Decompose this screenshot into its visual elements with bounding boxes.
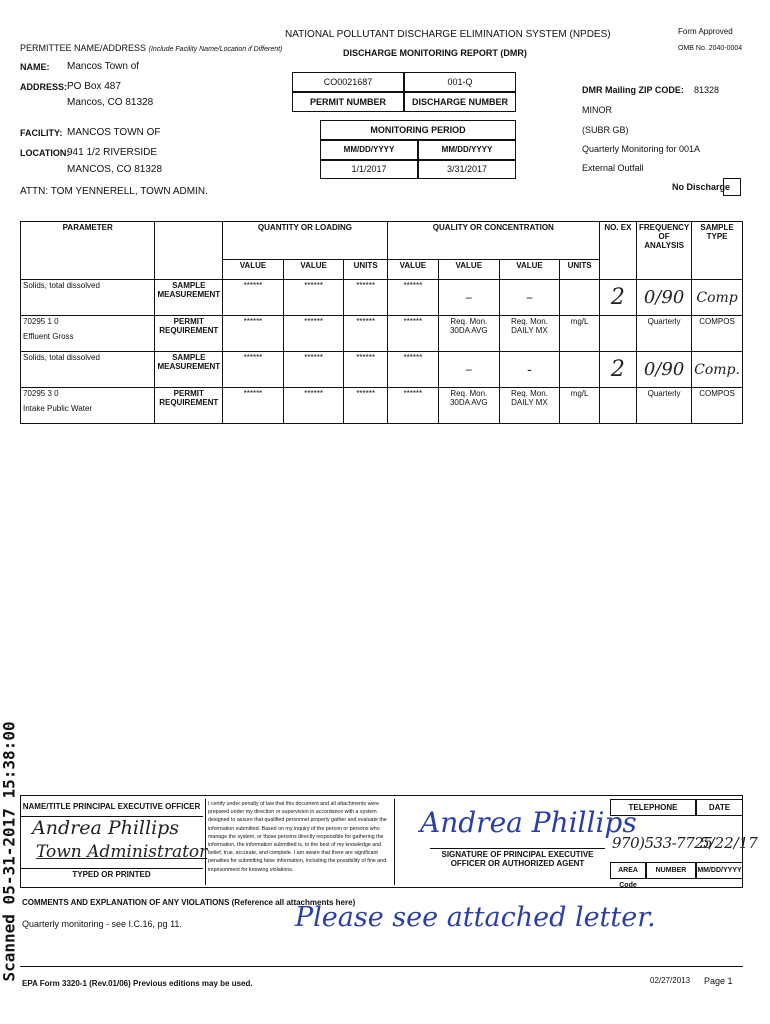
parameter-cell: 70295 3 0 Intake Public Water [21,388,155,424]
officer-signature: Andrea Phillips [420,806,637,839]
frequency-header: FREQUENCY OF ANALYSIS [637,222,692,280]
location-label: LOCATION: [20,148,70,158]
quantity-value: ****** [283,316,344,352]
quality-value: ****** [387,388,438,424]
quality-units: mg/L [560,316,600,352]
name-label: NAME: [20,62,50,72]
quality-value: - [499,352,560,388]
date-label: DATE [696,799,743,816]
quality-header: QUALITY OR CONCENTRATION [387,222,599,260]
quality-units [560,352,600,388]
officer-label: NAME/TITLE PRINCIPAL EXECUTIVE OFFICER [20,799,203,817]
address-line2: Mancos, CO 81328 [67,97,154,108]
permit-number: CO0021687 [292,72,404,92]
sample-type-value: COMPOS [692,316,743,352]
location-line2: MANCOS, CO 81328 [67,164,163,175]
form-number: EPA Form 3320-1 (Rev.01/06) Previous editions may be used. [22,979,253,988]
row-type-cell: PERMIT REQUIREMENT [155,316,223,352]
handwritten-comment: Please see attached letter. [295,902,656,933]
parameter-cell: Solids, total dissolved [21,352,155,388]
quantity-value: ****** [223,316,284,352]
frequency-value: 0/90 [637,352,692,388]
comments-heading: COMMENTS AND EXPLANATION OF ANY VIOLATIONS (Reference all attachments here) [22,898,356,907]
value-header: VALUE [499,260,560,280]
discharge-number-label: DISCHARGE NUMBER [404,92,516,112]
permittee-heading: PERMITTEE NAME/ADDRESS (Include Facility Name/Location if Different) [20,43,283,53]
frequency-value: Quarterly [637,388,692,424]
period-to: 3/31/2017 [418,160,516,179]
permittee-name: Mancos Town of [67,61,140,72]
permit-number-label: PERMIT NUMBER [292,92,404,112]
value-header: VALUE [387,260,438,280]
phone-value: 970)533-7725 [612,834,713,852]
page-number: Page 1 [704,976,733,986]
sample-type-header: SAMPLE TYPE [692,222,743,280]
quantity-units: ****** [344,388,387,424]
frequency-value: Quarterly [637,316,692,352]
monitoring-description: Quarterly Monitoring for 001A [582,144,701,154]
zip-code: 81328 [694,85,720,95]
period-from-label: MM/DD/YYYY [320,140,418,160]
footer-date: 02/27/2013 [650,976,691,985]
quality-value: Req. Mon. DAILY MX [499,388,560,424]
table-row [21,280,743,316]
signature-label: SIGNATURE OF PRINCIPAL EXECUTIVE OFFICER OR AUTHORIZED AGENT [430,848,605,868]
quantity-value: ****** [223,280,284,316]
date-format-label: MM/DD/YYYY [696,862,743,879]
table-row [21,388,743,424]
subr-label: (SUBR GB) [582,125,629,135]
attention-line: ATTN: TOM YENNERELL, TOWN ADMIN. [20,186,208,197]
no-ex-value: 2 [599,280,636,316]
blank-header [155,222,223,280]
units-header: UNITS [560,260,600,280]
row-type-cell: SAMPLE MEASUREMENT [155,280,223,316]
table-row [21,316,743,352]
zip-label: DMR Mailing ZIP CODE: [582,85,684,95]
location-line1: 941 1/2 RIVERSIDE [67,147,158,158]
quality-value: – [499,280,560,316]
form-approved: Form Approved [678,27,733,36]
scan-stamp: Scanned 05-31-2017 15:38:00 [0,721,19,982]
period-to-label: MM/DD/YYYY [418,140,516,160]
quality-value: Req. Mon. 30DA AVG [438,316,499,352]
certification-text: I certify under penalty of law that this document and all attachments were prepared under my direction or supervision in accordance with a system designed to assure that qualified personnel properly gather and evaluate the information submitted. Based on my inquiry of the person or persons who manage the system, or those persons directly responsible for gathering the information, the information submitted is, to the best of my knowledge and belief, true, accurate, and complete. I am aware that there are significant penalties for submitting false information, including the possibility of fine and imprisonment for knowing violations. [205,799,395,885]
telephone-label: TELEPHONE [610,799,696,816]
monitoring-period-label: MONITORING PERIOD [320,120,516,140]
period-from: 1/1/2017 [320,160,418,179]
quality-value: ****** [387,352,438,388]
discharge-number: 001-Q [404,72,516,92]
sample-type-value: Comp [692,280,743,316]
quantity-value: ****** [283,352,344,388]
row-type-cell: PERMIT REQUIREMENT [155,388,223,424]
table-row [21,352,743,388]
value-header: VALUE [223,260,284,280]
sample-type-value: Comp. [692,352,743,388]
quality-value: Req. Mon. DAILY MX [499,316,560,352]
outfall-label: External Outfall [582,163,644,173]
footer-divider [20,966,743,967]
minor-label: MINOR [582,105,612,115]
quantity-header: QUANTITY OR LOADING [223,222,388,260]
quantity-value: ****** [223,388,284,424]
quantity-value: ****** [223,352,284,388]
number-label: NUMBER [646,862,696,879]
address-line1: PO Box 487 [67,81,121,92]
frequency-value: 0/90 [637,280,692,316]
no-discharge-checkbox[interactable] [723,178,741,196]
no-discharge-label: No Discharge [672,182,731,192]
report-title: DISCHARGE MONITORING REPORT (DMR) [343,48,527,58]
row-type-cell: SAMPLE MEASUREMENT [155,352,223,388]
officer-title: Town Administrator [36,842,208,862]
parameter-cell: Solids, total dissolved [21,280,155,316]
value-header: VALUE [283,260,344,280]
quality-value: – [438,280,499,316]
comments-text: Quarterly monitoring - see I.C.16, pg 11. [22,919,182,929]
date-value: 5/22/17 [700,834,758,852]
no-ex-value [599,316,636,352]
no-ex-header: NO. EX [599,222,636,280]
quantity-units: ****** [344,316,387,352]
quality-value: Req. Mon. 30DA AVG [438,388,499,424]
officer-name: Andrea Phillips [32,817,180,839]
no-ex-value: 2 [599,352,636,388]
quantity-value: ****** [283,280,344,316]
parameter-header: PARAMETER [21,222,155,280]
area-code-label: AREA Code [610,862,646,879]
dmr-table [20,221,743,424]
parameter-cell: 70295 1 0 Effluent Gross [21,316,155,352]
value-header: VALUE [438,260,499,280]
quantity-value: ****** [283,388,344,424]
program-title: NATIONAL POLLUTANT DISCHARGE ELIMINATION SYSTEM (NPDES) [285,29,611,40]
quality-value: – [438,352,499,388]
quality-units: mg/L [560,388,600,424]
omb-number: OMB No. 2040-0004 [678,45,743,52]
no-ex-value [599,388,636,424]
typed-label: TYPED OR PRINTED [20,868,203,879]
quantity-units: ****** [344,280,387,316]
facility-label: FACILITY: [20,128,63,138]
sample-type-value: COMPOS [692,388,743,424]
quality-value: ****** [387,280,438,316]
units-header: UNITS [344,260,387,280]
address-label: ADDRESS: [20,82,68,92]
quality-value: ****** [387,316,438,352]
quantity-units: ****** [344,352,387,388]
facility-name: MANCOS TOWN OF [67,127,161,138]
quality-units [560,280,600,316]
